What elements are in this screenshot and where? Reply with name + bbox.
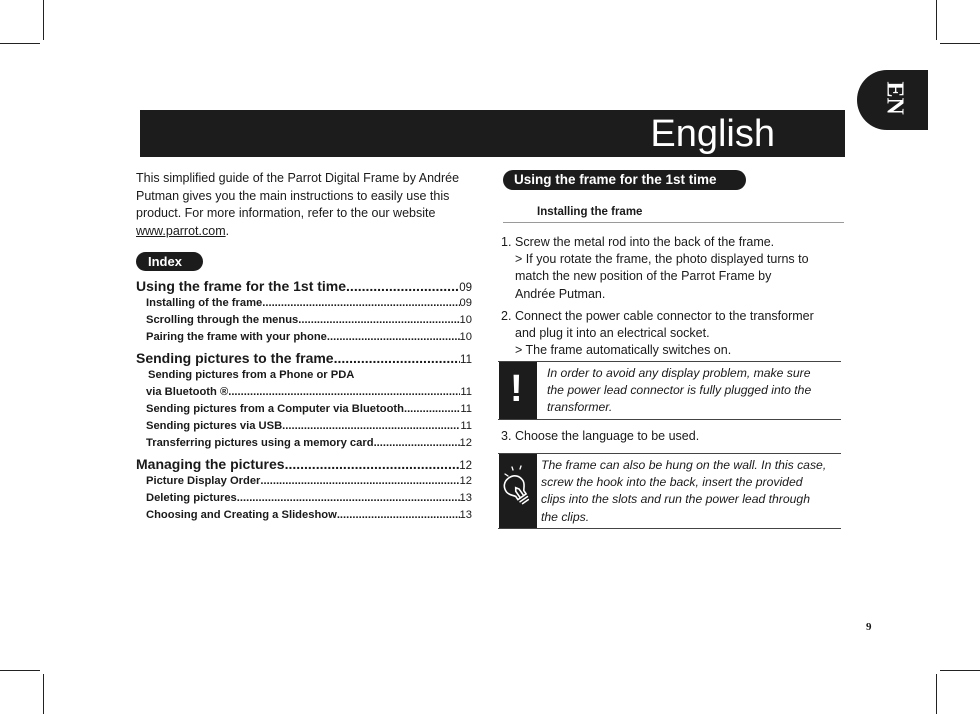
toc-page-number: 12 (459, 460, 472, 472)
toc-leader-dots (337, 507, 460, 524)
toc-leader-dots (334, 349, 460, 367)
intro-end: . (225, 223, 230, 238)
toc-page-number: 10 (459, 331, 472, 343)
tip-text (541, 457, 826, 526)
tip-line: screw the hook into the back, insert the provided (541, 475, 803, 490)
toc-leader-dots (237, 490, 460, 507)
header-bar (140, 110, 845, 157)
toc-entry[interactable] (136, 507, 472, 524)
toc-entry-title: Installing of the frame (146, 297, 263, 309)
step-list-1 (501, 234, 841, 359)
toc-leader-dots (346, 277, 459, 295)
step-line: Connect the power cable connector to the transformer (515, 308, 814, 323)
toc-leader-dots (260, 473, 459, 490)
language-code: EN (881, 81, 908, 115)
toc-entry-title: Picture Display Order (146, 475, 261, 487)
toc-entry[interactable] (136, 384, 472, 401)
crop-mark (936, 674, 937, 714)
toc-entry[interactable] (136, 435, 472, 452)
toc-leader-dots (282, 418, 460, 435)
toc-entry-title: via Bluetooth ® (146, 386, 229, 398)
toc-entry-title: Sending pictures to the frame (136, 350, 334, 366)
warning-text (547, 365, 811, 417)
step-list-2 (501, 428, 841, 445)
exclamation-icon: ! (510, 368, 523, 410)
warning-line: In order to avoid any display problem, make sure (547, 366, 811, 380)
crop-mark (43, 674, 44, 714)
crop-mark (936, 0, 937, 40)
toc-leader-dots (374, 435, 460, 452)
step-line: match the new position of the Parrot Frame by (515, 269, 772, 284)
toc-entry[interactable] (136, 367, 472, 384)
website-link[interactable]: www.parrot.com (136, 223, 226, 238)
toc-section-entry[interactable] (136, 455, 472, 473)
toc-entry-title: Pairing the frame with your phone (146, 331, 327, 343)
toc-entry[interactable] (136, 490, 472, 507)
crop-mark (940, 43, 980, 44)
tip-note (498, 453, 841, 529)
toc-entry-title: Transferring pictures using a memory card (146, 437, 374, 449)
toc-page-number: 12 (459, 437, 472, 449)
toc-leader-dots (228, 384, 460, 401)
toc-entry-title: Deleting pictures (146, 492, 237, 504)
step-number: 3. (501, 429, 512, 443)
toc-entry-title: Choosing and Creating a Slideshow (146, 509, 337, 521)
divider (503, 222, 844, 223)
toc-entry[interactable] (136, 312, 472, 329)
toc-entry[interactable] (136, 473, 472, 490)
toc-page-number: 13 (459, 509, 472, 521)
toc-entry-title: Sending pictures from a Phone or PDA (148, 369, 355, 381)
step-1 (501, 234, 841, 303)
crop-mark (940, 670, 980, 671)
toc-leader-dots (285, 455, 460, 473)
toc-entry[interactable] (136, 418, 472, 435)
step-number: 2. (501, 308, 512, 323)
crop-mark (43, 0, 44, 40)
tip-line: The frame can also be hung on the wall. In this case, (541, 458, 827, 472)
warning-line: transformer. (547, 400, 613, 415)
toc-page-number: 09 (459, 282, 472, 294)
step-2 (501, 308, 841, 360)
step-line: and plug it into an electrical socket. (515, 326, 710, 341)
toc-entry-title: Managing the pictures (136, 456, 285, 472)
toc-page-number: 11 (460, 386, 472, 398)
crop-mark (0, 43, 40, 44)
toc-leader-dots (262, 295, 459, 312)
table-of-contents (136, 277, 472, 524)
toc-leader-dots (327, 329, 460, 346)
toc-page-number: 09 (459, 297, 472, 309)
toc-leader-dots (298, 312, 459, 329)
crop-mark (0, 670, 40, 671)
toc-entry[interactable] (136, 401, 472, 418)
toc-entry[interactable] (136, 329, 472, 346)
step-number: 1. (501, 235, 512, 249)
tip-icon-box (499, 454, 537, 528)
toc-entry-title: Sending pictures from a Computer via Bluetooth (146, 403, 404, 415)
toc-page-number: 10 (459, 314, 472, 326)
toc-section-entry[interactable] (136, 349, 472, 367)
language-tab (857, 70, 928, 130)
step-line: Screw the metal rod into the back of the frame. (515, 235, 775, 249)
page-title: English (650, 113, 775, 155)
toc-entry-title: Sending pictures via USB (146, 420, 283, 432)
warning-icon-box (499, 362, 537, 419)
intro-paragraph (136, 170, 476, 240)
toc-entry-title: Scrolling through the menus (146, 314, 299, 326)
page-number: 9 (866, 621, 872, 633)
intro-text: This simplified guide of the Parrot Digital Frame by Andrée Putman gives you the main instructions to easily use this product. For more information, refer to the our website (136, 171, 460, 220)
toc-page-number: 13 (459, 492, 472, 504)
section-title: Using the frame for the 1st time (503, 170, 746, 190)
toc-page-number: 11 (460, 420, 472, 432)
step-line: Andrée Putman. (515, 286, 606, 301)
step-line: > If you rotate the frame, the photo displayed turns to (515, 252, 809, 267)
warning-line: the power lead connector is fully plugged into the (547, 383, 812, 398)
toc-entry-title: Using the frame for the 1st time (136, 278, 347, 294)
step-line: Choose the language to be used. (515, 429, 700, 443)
lightbulb-icon (499, 454, 537, 528)
warning-note (498, 361, 841, 420)
step-3 (501, 428, 841, 445)
sub-heading: Installing the frame (537, 206, 643, 218)
toc-section-entry[interactable] (136, 277, 472, 295)
toc-page-number: 11 (460, 403, 472, 415)
toc-leader-dots (404, 401, 460, 418)
toc-entry[interactable] (136, 295, 472, 312)
toc-page-number: 11 (460, 354, 472, 366)
tip-line: the clips. (541, 509, 590, 524)
index-label: Index (136, 252, 203, 271)
toc-page-number: 12 (459, 475, 472, 487)
step-line: > The frame automatically switches on. (515, 343, 732, 358)
tip-line: clips into the slots and run the power lead through (541, 492, 810, 507)
